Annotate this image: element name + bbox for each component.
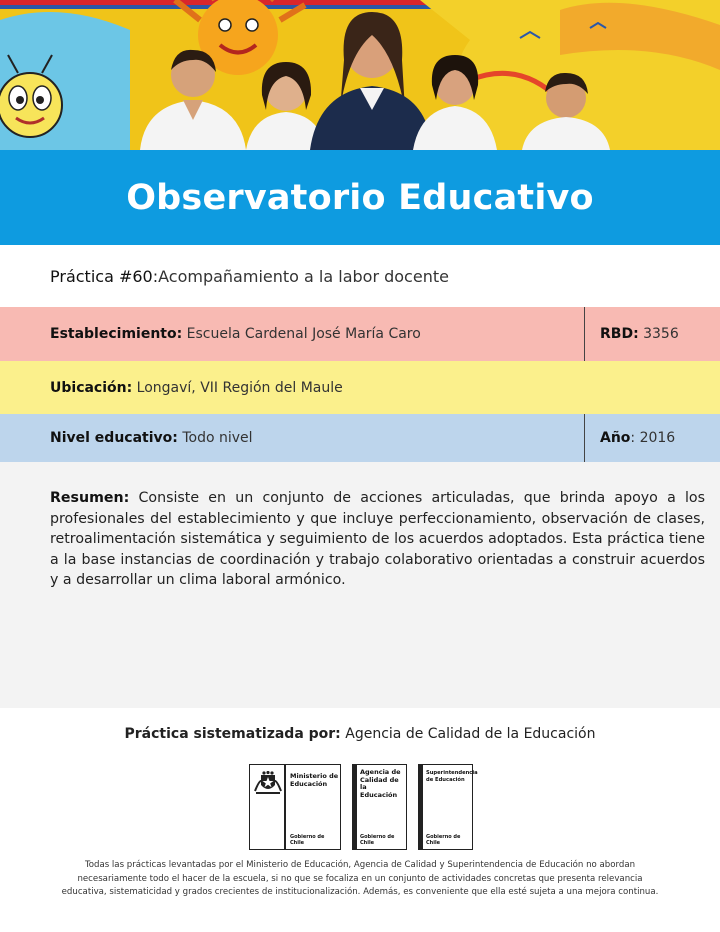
disclaimer bbox=[60, 859, 660, 900]
location-cell bbox=[0, 361, 720, 414]
institution-logos bbox=[249, 764, 478, 850]
ministerio-logo bbox=[249, 764, 341, 850]
summary-label: Resumen: bbox=[50, 490, 130, 506]
page-title: Observatorio Educativo bbox=[126, 177, 594, 218]
disclaimer-line3: educativa, sistematicidad y grados crecientes de institucionalización. Además, es conveniente que ella esté sujeta a una mejora continua. bbox=[61, 887, 659, 897]
rbd-value: 3356 bbox=[638, 326, 679, 342]
year-label: Año bbox=[600, 430, 631, 446]
location-row bbox=[0, 361, 720, 414]
superintendencia-logo bbox=[418, 764, 478, 850]
title-band bbox=[0, 150, 720, 245]
disclaimer-line2: necesariamente todo el hacer de la escuela, si no que se focaliza en un conjunto de actividades concretas que presenta relevancia bbox=[77, 873, 643, 884]
year-cell bbox=[584, 414, 720, 462]
superintendencia-footer: Gobierno de Chile bbox=[426, 834, 461, 846]
disclaimer-line1: Todas las prácticas levantadas por el Ministerio de Educación, Agencia de Calidad y Superintendencia de Educación no abordan bbox=[84, 860, 636, 870]
practice-value: Acompañamiento a la labor docente bbox=[158, 266, 449, 286]
establishment-value: Escuela Cardenal José María Caro bbox=[182, 326, 421, 342]
super-line2: de Educación bbox=[426, 776, 465, 783]
systematized-by bbox=[0, 726, 720, 742]
ministerio-name bbox=[290, 773, 338, 788]
establishment-row bbox=[0, 307, 720, 361]
super-line1: Superintendencia bbox=[426, 770, 478, 776]
agencia-divider bbox=[353, 765, 357, 849]
ministerio-footer: Gobierno de Chile bbox=[290, 834, 325, 846]
agencia-name bbox=[360, 769, 406, 799]
agencia-logo bbox=[352, 764, 407, 850]
systematized-label: Práctica sistematizada por: bbox=[124, 726, 341, 742]
location-value: Longaví, VII Región del Maule bbox=[132, 379, 343, 396]
level-row bbox=[0, 414, 720, 462]
rbd-label: RBD: bbox=[600, 326, 639, 342]
header-photo bbox=[0, 0, 720, 150]
rbd-cell bbox=[584, 307, 720, 361]
ministerio-line1: Ministerio de bbox=[290, 772, 339, 780]
summary-section bbox=[0, 462, 720, 708]
summary-text: Consiste en un conjunto de acciones articuladas, que brinda apoyo a los profesionales del establecimiento y que incluye perfeccionamiento, observación de clases, retroalimentación sistemática y seguimiento de los acuerdos adoptados. Esta práctica tiene a la base instancias de coordinación y trabajo colaborativo orientadas a construir acuerdos y a desarrollar un clima laboral armónico. bbox=[50, 490, 705, 588]
practice-label: Práctica #60 bbox=[50, 266, 153, 286]
ministerio-line2: Educación bbox=[290, 779, 328, 788]
establishment-cell bbox=[0, 307, 584, 361]
level-label: Nivel educativo: bbox=[50, 430, 178, 446]
practice-separator: : bbox=[152, 266, 159, 286]
establishment-label: Establecimiento: bbox=[50, 326, 183, 342]
agencia-line2: Calidad de la bbox=[360, 775, 399, 791]
systematized-value: Agencia de Calidad de la Educación bbox=[340, 726, 596, 742]
year-value: : 2016 bbox=[630, 430, 676, 446]
agencia-line3: Educación bbox=[360, 790, 398, 799]
superintendencia-divider bbox=[419, 765, 423, 849]
ministerio-divider bbox=[284, 765, 286, 849]
location-label: Ubicación: bbox=[50, 379, 133, 396]
chile-coat-of-arms-icon bbox=[253, 771, 283, 797]
practice-row bbox=[0, 245, 720, 307]
level-value: Todo nivel bbox=[177, 430, 253, 446]
agencia-footer: Gobierno de Chile bbox=[360, 834, 395, 846]
summary-paragraph bbox=[50, 488, 705, 591]
level-cell bbox=[0, 414, 584, 462]
agencia-line1: Agencia de bbox=[360, 768, 401, 776]
superintendencia-name bbox=[426, 770, 478, 783]
